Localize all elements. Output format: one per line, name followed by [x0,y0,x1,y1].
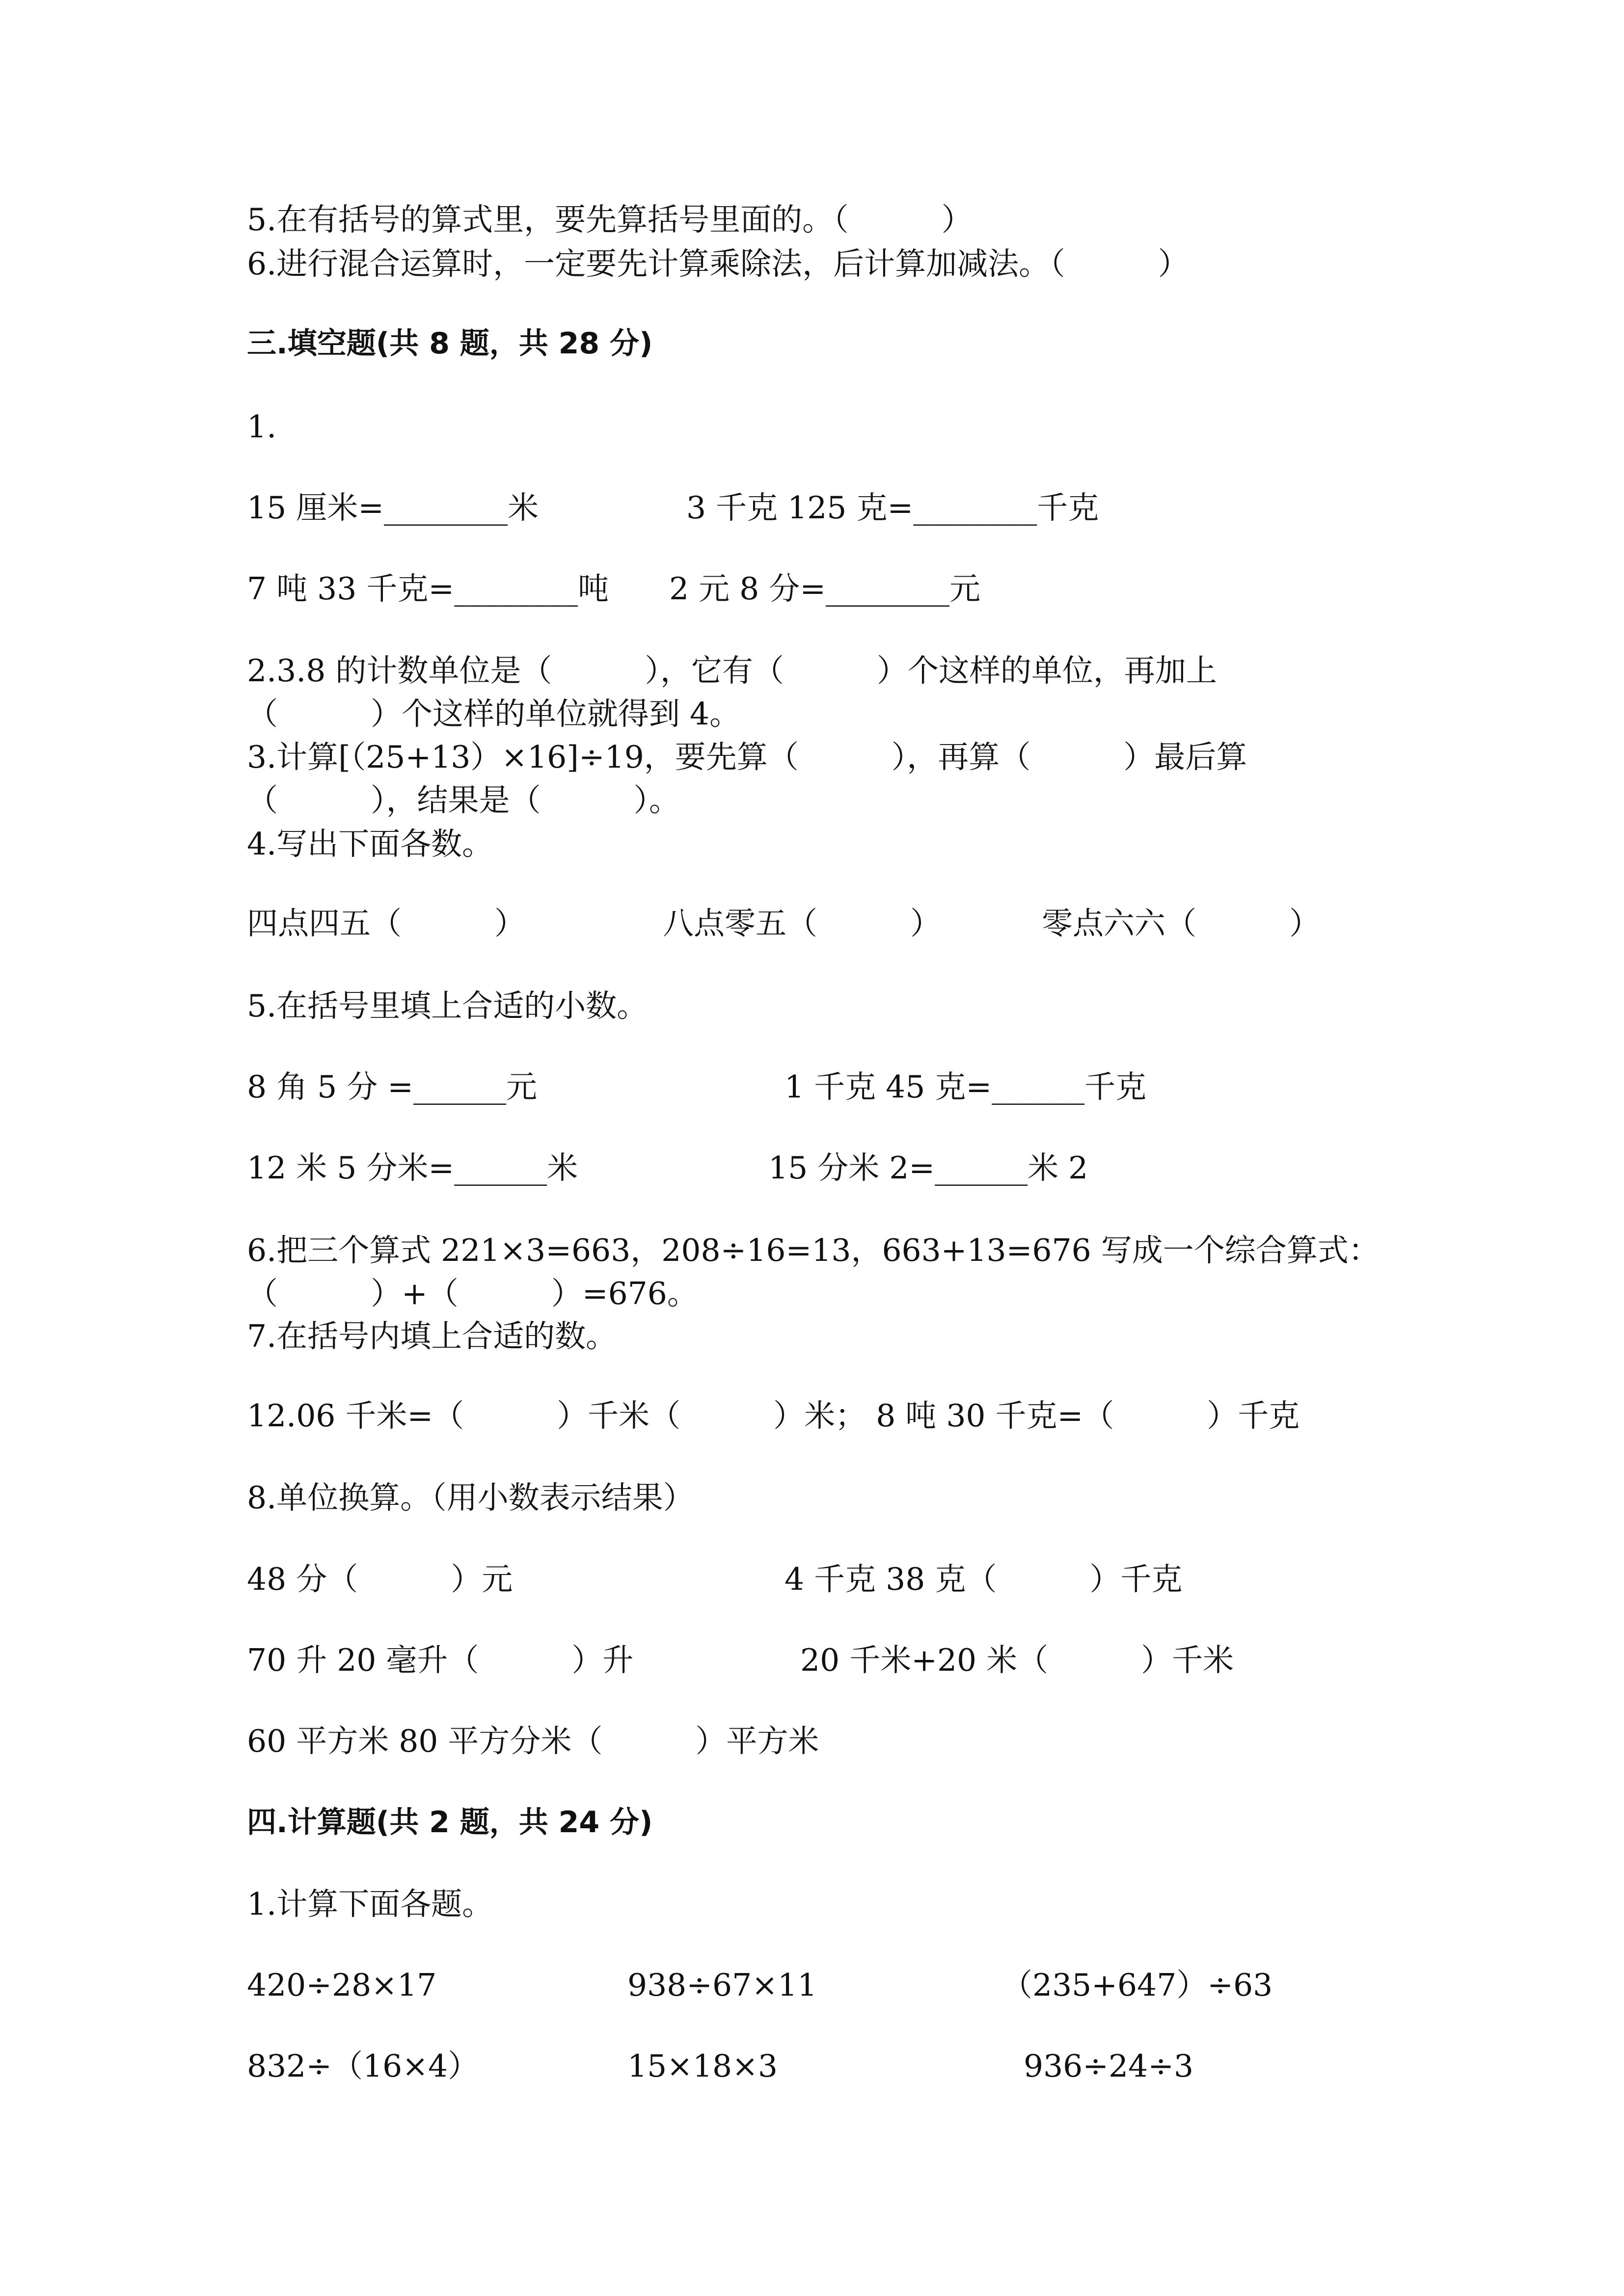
s4-expr: 832÷（16×4） [247,2048,479,2084]
s3-q2-line1: 2.3.8 的计数单位是（ ），它有（ ）个这样的单位，再加上 [247,653,1217,689]
s3-q8-row2-a: 70 升 20 毫升（ ）升 [247,1642,634,1678]
judgment-q6: 6.进行混合运算时，一定要先计算乘除法，后计算加减法。（ ） [247,246,1189,282]
section3-heading: 三.填空题(共 8 题，共 28 分) [247,326,653,361]
s3-q1-row1-b: 3 千克 125 克=________千克 [686,490,1099,526]
s3-q4-b: 八点零五（ ） [663,906,941,941]
s4-q1-prompt: 1.计算下面各题。 [247,1886,493,1922]
s4-expr: 420÷28×17 [247,1967,437,2003]
s3-q1-number: 1. [247,409,277,445]
s4-expr: （235+647）÷63 [1001,1967,1273,2003]
s3-q1-row2-b: 2 元 8 分=________元 [669,571,981,607]
s4-expr: 938÷67×11 [627,1967,817,2003]
s3-q4-a: 四点四五（ ） [247,906,525,941]
s3-q7-prompt: 7.在括号内填上合适的数。 [247,1318,617,1354]
s3-q8-row2-b: 20 千米+20 米（ ）千米 [800,1642,1234,1678]
s3-q1-row2-a: 7 吨 33 千克=________吨 [247,571,609,607]
s3-q4-c: 零点六六（ ） [1042,906,1320,941]
s3-q1-row1-a: 15 厘米=________米 [247,490,539,526]
s3-q8-row3-a: 60 平方米 80 平方分米（ ）平方米 [247,1723,819,1759]
s3-q8-prompt: 8.单位换算。（用小数表示结果） [247,1480,694,1516]
section4-heading: 四.计算题(共 2 题，共 24 分) [247,1805,653,1840]
s4-expr: 936÷24÷3 [1024,2048,1194,2084]
s4-expr: 15×18×3 [627,2048,778,2084]
s3-q5-row2-b: 15 分米 2=______米 2 [768,1150,1088,1186]
s3-q5-row1-a: 8 角 5 分 =______元 [247,1069,538,1105]
s3-q8-row1-b: 4 千克 38 克（ ）千克 [785,1561,1183,1597]
s3-q2-line2: （ ）个这样的单位就得到 4。 [247,696,741,732]
s3-q6-line2: （ ）+（ ）=676。 [247,1276,698,1311]
s3-q7-row: 12.06 千米=（ ）千米（ ）米； 8 吨 30 千克=（ ）千克 [247,1398,1300,1434]
s3-q3-line2: （ ），结果是（ ）。 [247,782,680,818]
s3-q8-row1-a: 48 分（ ）元 [247,1561,513,1597]
s3-q5-row2-a: 12 米 5 分米=______米 [247,1150,578,1186]
s3-q5-row1-b: 1 千克 45 克=______千克 [785,1069,1147,1105]
s3-q6-line1: 6.把三个算式 221×3=663，208÷16=13，663+13=676 写成一个综合算式： [247,1232,1380,1268]
s3-q4-prompt: 4.写出下面各数。 [247,826,493,862]
s3-q3-line1: 3.计算[（25+13）×16]÷19，要先算（ ），再算（ ）最后算 [247,739,1247,775]
judgment-q5: 5.在有括号的算式里，要先算括号里面的。（ ） [247,202,973,238]
s3-q5-prompt: 5.在括号里填上合适的小数。 [247,988,648,1024]
